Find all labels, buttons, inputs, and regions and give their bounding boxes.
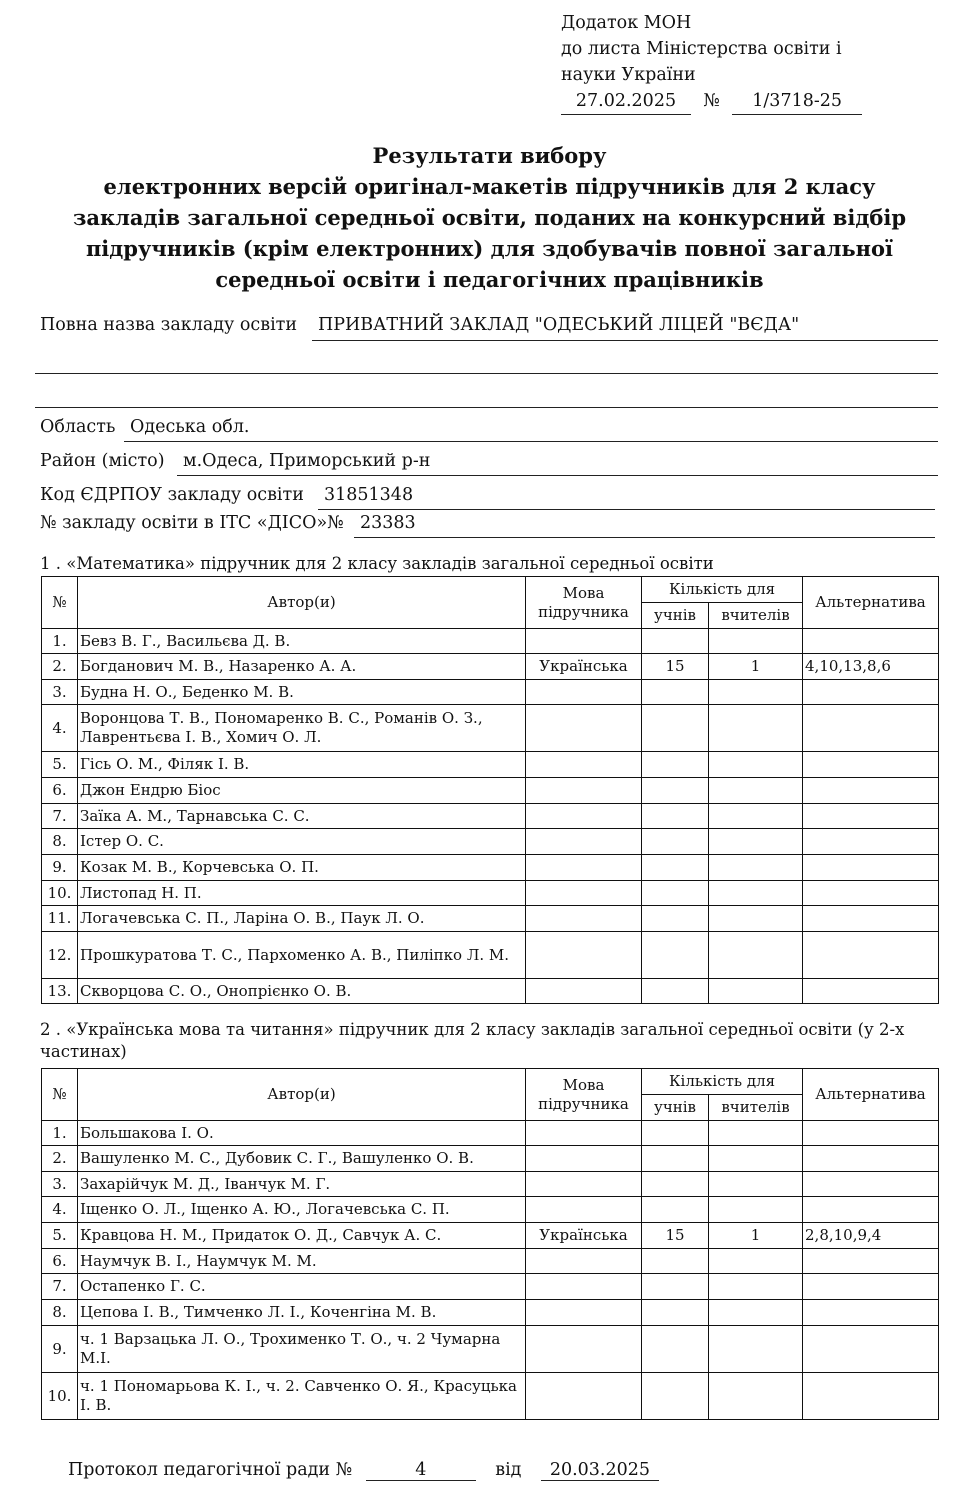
row-language: [526, 1326, 642, 1373]
row-number: 9.: [42, 1326, 78, 1373]
row-teachers-count: [709, 629, 803, 654]
row-author: Заїка А. М., Тарнавська С. С.: [78, 804, 526, 829]
row-students-count: [642, 881, 709, 906]
col-header-alternative: Альтернатива: [803, 1069, 939, 1121]
row-number: 13.: [42, 979, 78, 1004]
appendix-line-2: до листа Міністерства освіти і: [561, 39, 842, 59]
row-author: Козак М. В., Корчевська О. П.: [78, 855, 526, 881]
row-alternatives: [803, 804, 939, 829]
row-number: 11.: [42, 906, 78, 932]
row-number: 10.: [42, 881, 78, 906]
row-language: [526, 778, 642, 804]
row-students-count: [642, 1249, 709, 1274]
letter-number: 1/3718-25: [732, 88, 862, 115]
row-teachers-count: [709, 680, 803, 705]
table-row: [42, 1223, 939, 1249]
row-number: 7.: [42, 804, 78, 829]
row-language: [526, 932, 642, 979]
row-students-count: 15: [642, 1223, 709, 1249]
table-row: [42, 1326, 939, 1373]
table-row: [42, 855, 939, 881]
col-header-language: [526, 577, 642, 629]
row-author: Остапенко Г. С.: [78, 1274, 526, 1300]
row-students-count: [642, 829, 709, 855]
row-students-count: [642, 1197, 709, 1223]
row-students-count: [642, 1373, 709, 1420]
row-teachers-count: [709, 855, 803, 881]
table-row: [42, 1300, 939, 1326]
table-row: [42, 1373, 939, 1420]
row-alternatives: [803, 629, 939, 654]
table-row: [42, 881, 939, 906]
appendix-line-3: науки України: [561, 65, 696, 85]
col-header-language: [526, 1069, 642, 1121]
row-teachers-count: [709, 1146, 803, 1172]
row-alternatives: [803, 705, 939, 752]
table-row: [42, 1146, 939, 1172]
row-language: [526, 906, 642, 932]
row-language: [526, 829, 642, 855]
row-number: 1.: [42, 1121, 78, 1146]
title-line-1: Результати вибору: [372, 143, 607, 168]
table-row: [42, 705, 939, 752]
table-row: [42, 804, 939, 829]
row-alternatives: [803, 1146, 939, 1172]
row-number: 8.: [42, 829, 78, 855]
row-author: Гісь О. М., Філяк І. В.: [78, 752, 526, 778]
row-language: [526, 1300, 642, 1326]
letter-ref: [561, 88, 862, 115]
row-author: ч. 1 Пономарьова К. І., ч. 2. Савченко О. Я., Красуцька І. В.: [78, 1373, 526, 1420]
math-textbooks-table: [41, 576, 939, 1004]
row-alternatives: [803, 906, 939, 932]
row-number: 9.: [42, 855, 78, 881]
row-author: Захарійчук М. Д., Іванчук М. Г.: [78, 1172, 526, 1197]
protocol-date: 20.03.2025: [541, 1460, 659, 1481]
row-alternatives: [803, 752, 939, 778]
row-teachers-count: [709, 979, 803, 1004]
table-row: [42, 979, 939, 1004]
row-teachers-count: [709, 1373, 803, 1420]
row-number: 2.: [42, 1146, 78, 1172]
row-teachers-count: [709, 1121, 803, 1146]
itc-value: 23383: [354, 513, 935, 538]
table-row: [42, 1121, 939, 1146]
row-language: [526, 680, 642, 705]
title-line-5: середньої освіти і педагогічних працівників: [215, 267, 764, 292]
row-language: [526, 1197, 642, 1223]
row-teachers-count: [709, 1249, 803, 1274]
school-name-value: ПРИВАТНИЙ ЗАКЛАД "ОДЕСЬКИЙ ЛІЦЕЙ "ВЄДА": [312, 315, 938, 341]
row-author: Богданович М. В., Назаренко А. А.: [78, 654, 526, 680]
row-number: 8.: [42, 1300, 78, 1326]
row-number: 1.: [42, 629, 78, 654]
row-language: Українська: [526, 654, 642, 680]
row-teachers-count: [709, 705, 803, 752]
col-header-teachers: вчителів: [709, 603, 803, 629]
lang-header-line-2: підручника: [538, 602, 629, 621]
row-alternatives: [803, 829, 939, 855]
row-author: Бевз В. Г., Васильєва Д. В.: [78, 629, 526, 654]
row-number: 12.: [42, 932, 78, 979]
ukrainian-textbooks-table: [41, 1068, 939, 1420]
document-title: [30, 140, 949, 295]
row-teachers-count: [709, 906, 803, 932]
row-students-count: [642, 1146, 709, 1172]
table-row: [42, 654, 939, 680]
row-teachers-count: [709, 804, 803, 829]
row-author: Воронцова Т. В., Пономаренко В. С., Романів О. З., Лаврентьєва І. В., Хомич О. Л.: [78, 705, 526, 752]
row-language: [526, 1146, 642, 1172]
district-label: Район (місто): [40, 451, 165, 471]
row-students-count: [642, 1274, 709, 1300]
row-number: 5.: [42, 1223, 78, 1249]
row-language: [526, 1172, 642, 1197]
row-students-count: 15: [642, 654, 709, 680]
table-row: [42, 680, 939, 705]
from-label: від: [495, 1460, 522, 1480]
lang-header-line-1: Мова: [562, 583, 605, 602]
row-alternatives: [803, 1373, 939, 1420]
row-alternatives: [803, 881, 939, 906]
blank-line-2: [35, 407, 938, 408]
row-students-count: [642, 629, 709, 654]
table-row: [42, 1249, 939, 1274]
blank-line-1: [35, 373, 938, 374]
row-author: Наумчук В. І., Наумчук М. М.: [78, 1249, 526, 1274]
protocol-number: 4: [366, 1460, 476, 1481]
row-teachers-count: 1: [709, 1223, 803, 1249]
row-number: 7.: [42, 1274, 78, 1300]
col-header-number: №: [42, 577, 78, 629]
title-line-4: підручників (крім електронних) для здобувачів повної загальної: [85, 236, 894, 261]
row-language: [526, 881, 642, 906]
row-students-count: [642, 979, 709, 1004]
row-teachers-count: [709, 1326, 803, 1373]
col-header-teachers: вчителів: [709, 1095, 803, 1121]
row-alternatives: [803, 778, 939, 804]
row-students-count: [642, 906, 709, 932]
title-line-3: закладів загальної середньої освіти, поданих на конкурсний відбір: [72, 205, 907, 230]
col-header-quantity: Кількість для: [642, 577, 803, 603]
row-author: Істер О. С.: [78, 829, 526, 855]
row-alternatives: 4,10,13,8,6: [803, 654, 939, 680]
row-teachers-count: [709, 881, 803, 906]
row-alternatives: [803, 979, 939, 1004]
row-alternatives: [803, 855, 939, 881]
row-author: Логачевська С. П., Ларіна О. В., Паук Л. О.: [78, 906, 526, 932]
row-author: Джон Ендрю Біос: [78, 778, 526, 804]
table-row: [42, 1172, 939, 1197]
edrpou-label: Код ЄДРПОУ закладу освіти: [40, 485, 304, 505]
section-1-title: 1 . «Математика» підручник для 2 класу закладів загальної середньої освіти: [40, 554, 714, 573]
row-author: Кравцова Н. М., Придаток О. Д., Савчук А. С.: [78, 1223, 526, 1249]
row-author: ч. 1 Варзацька Л. О., Трохименко Т. О., ч. 2 Чумарна М.І.: [78, 1326, 526, 1373]
row-number: 3.: [42, 680, 78, 705]
row-alternatives: [803, 932, 939, 979]
row-author: Іщенко О. Л., Іщенко А. Ю., Логачевська С. П.: [78, 1197, 526, 1223]
row-students-count: [642, 705, 709, 752]
table-row: [42, 629, 939, 654]
row-students-count: [642, 855, 709, 881]
row-teachers-count: [709, 752, 803, 778]
col-header-author: Автор(и): [78, 1069, 526, 1121]
row-language: [526, 1274, 642, 1300]
row-alternatives: 2,8,10,9,4: [803, 1223, 939, 1249]
row-students-count: [642, 1121, 709, 1146]
table-row: [42, 1274, 939, 1300]
title-line-2: електронних версій оригінал-макетів підручників для 2 класу: [103, 174, 876, 199]
row-teachers-count: [709, 778, 803, 804]
appendix-line-1: Додаток МОН: [561, 13, 692, 33]
row-teachers-count: [709, 932, 803, 979]
row-alternatives: [803, 1249, 939, 1274]
row-author: Будна Н. О., Беденко М. В.: [78, 680, 526, 705]
row-alternatives: [803, 1300, 939, 1326]
region-label: Область: [40, 417, 116, 437]
table-row: [42, 778, 939, 804]
row-language: [526, 979, 642, 1004]
table-row: [42, 932, 939, 979]
row-author: Прошкуратова Т. С., Пархоменко А. В., Пиліпко Л. М.: [78, 932, 526, 979]
row-students-count: [642, 1326, 709, 1373]
row-number: 5.: [42, 752, 78, 778]
row-number: 2.: [42, 654, 78, 680]
row-number: 10.: [42, 1373, 78, 1420]
row-author: Вашуленко М. С., Дубовик С. Г., Вашуленко О. В.: [78, 1146, 526, 1172]
appendix-header: [561, 10, 862, 115]
row-alternatives: [803, 1197, 939, 1223]
col-header-quantity: Кількість для: [642, 1069, 803, 1095]
col-header-alternative: Альтернатива: [803, 577, 939, 629]
lang-header-line-1: Мова: [562, 1075, 605, 1094]
row-students-count: [642, 932, 709, 979]
row-number: 3.: [42, 1172, 78, 1197]
row-students-count: [642, 680, 709, 705]
row-number: 4.: [42, 705, 78, 752]
table-row: [42, 752, 939, 778]
row-teachers-count: [709, 1274, 803, 1300]
row-language: Українська: [526, 1223, 642, 1249]
table-row: [42, 906, 939, 932]
col-header-students: учнів: [642, 1095, 709, 1121]
letter-date: 27.02.2025: [561, 88, 691, 115]
edrpou-value: 31851348: [318, 485, 935, 510]
school-name-label: Повна назва закладу освіти: [40, 315, 298, 335]
row-alternatives: [803, 1172, 939, 1197]
row-teachers-count: [709, 1300, 803, 1326]
row-number: 4.: [42, 1197, 78, 1223]
row-alternatives: [803, 1121, 939, 1146]
row-language: [526, 804, 642, 829]
row-alternatives: [803, 1274, 939, 1300]
itc-label: № закладу освіти в ІТС «ДІСО»№: [40, 513, 344, 533]
row-number: 6.: [42, 1249, 78, 1274]
lang-header-line-2: підручника: [538, 1094, 629, 1113]
row-language: [526, 1373, 642, 1420]
row-language: [526, 752, 642, 778]
row-language: [526, 1249, 642, 1274]
row-author: Цепова І. В., Тимченко Л. І., Коченгіна М. В.: [78, 1300, 526, 1326]
row-students-count: [642, 1300, 709, 1326]
row-students-count: [642, 752, 709, 778]
row-language: [526, 705, 642, 752]
row-language: [526, 629, 642, 654]
district-value: м.Одеса, Приморський р-н: [177, 451, 938, 476]
row-students-count: [642, 778, 709, 804]
protocol-label: Протокол педагогічної ради №: [68, 1460, 353, 1480]
row-language: [526, 855, 642, 881]
row-author: Большакова І. О.: [78, 1121, 526, 1146]
table-row: [42, 829, 939, 855]
row-number: 6.: [42, 778, 78, 804]
row-alternatives: [803, 680, 939, 705]
row-teachers-count: 1: [709, 654, 803, 680]
row-teachers-count: [709, 829, 803, 855]
row-language: [526, 1121, 642, 1146]
row-teachers-count: [709, 1172, 803, 1197]
row-author: Листопад Н. П.: [78, 881, 526, 906]
row-author: Скворцова С. О., Онопрієнко О. В.: [78, 979, 526, 1004]
section-2-title: 2 . «Українська мова та читання» підручник для 2 класу закладів загальної середньої освіти (у 2-х частинах): [40, 1020, 905, 1061]
col-header-number: №: [42, 1069, 78, 1121]
number-sign: №: [703, 91, 720, 111]
row-students-count: [642, 1172, 709, 1197]
protocol-line: [68, 1460, 659, 1481]
col-header-students: учнів: [642, 603, 709, 629]
col-header-author: Автор(и): [78, 577, 526, 629]
row-alternatives: [803, 1326, 939, 1373]
region-value: Одеська обл.: [124, 417, 938, 442]
row-teachers-count: [709, 1197, 803, 1223]
table-row: [42, 1197, 939, 1223]
row-students-count: [642, 804, 709, 829]
